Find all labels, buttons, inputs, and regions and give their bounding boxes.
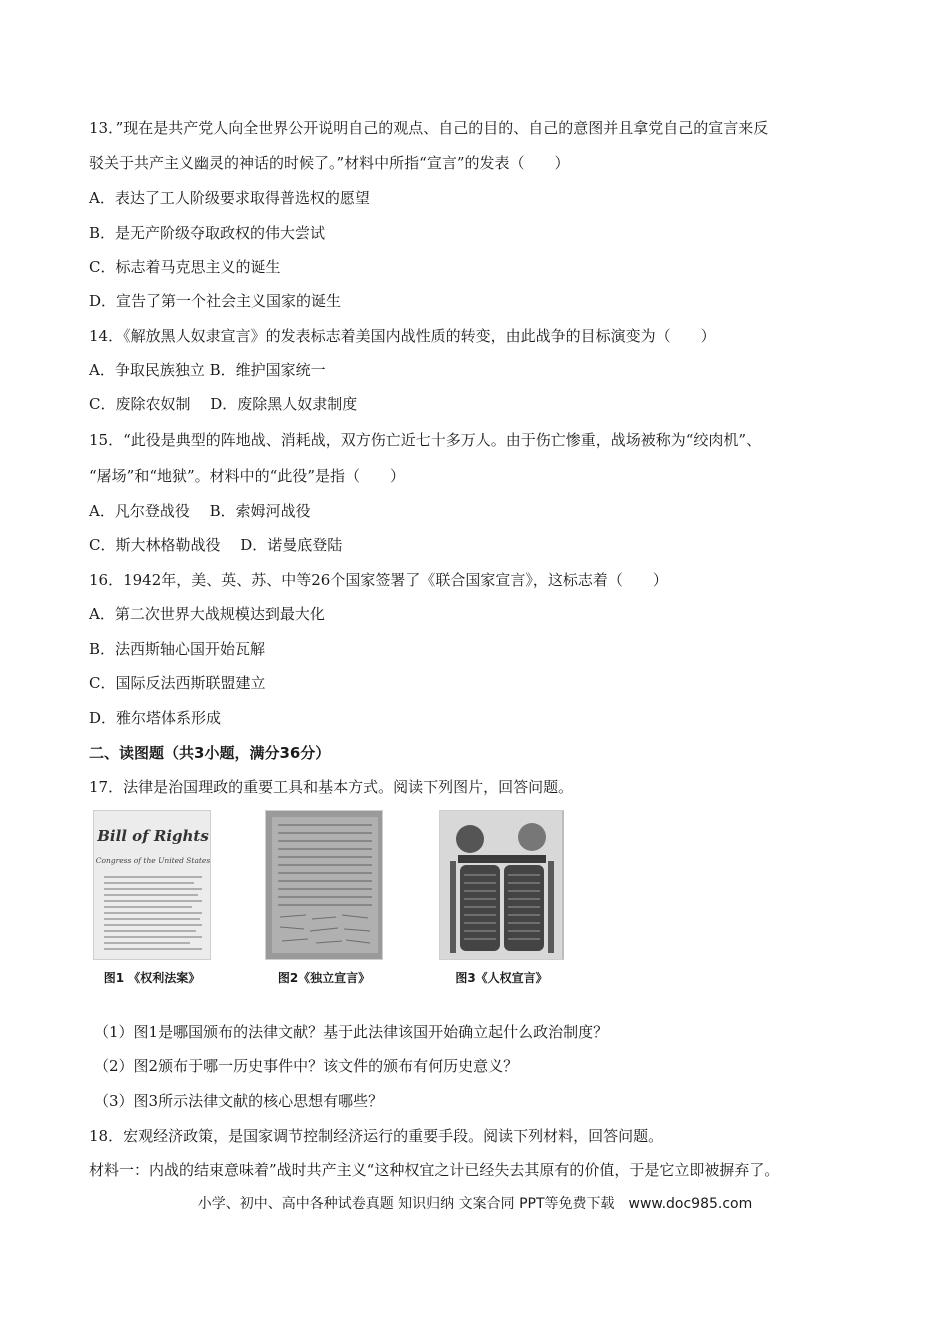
q17-intro: 17．法律是治国理政的重要工具和基本方式。阅读下列图片，回答问题。 [89,778,574,796]
q17-figures [89,810,564,986]
declaration-of-independence-image [265,810,383,960]
q14-stem: 14．《解放黑人奴隶宣言》的发表标志着美国内战性质的转变，由此战争的目标演变为（ ） [89,327,716,345]
figure-1-caption: 图1 《权利法案》 [103,971,201,985]
page-footer: 小学、初中、高中各种试卷真题 知识归纳 文案合同 PPT等免费下载 www.doc985.com [197,1196,753,1212]
q18-material-1: 材料一：内战的结束意味着”战时共产主义“这种权宜之计已经失去其原有的价值，于是它立即被摒弃了。 [89,1161,780,1179]
bill-of-rights-image [93,810,211,960]
q17-subquestion-3: （3）图3所示法律文献的核心思想有哪些？ [94,1092,384,1110]
bill-of-rights-heading: Bill of Rights [97,827,209,845]
q13-option-d: D．宣告了第一个社会主义国家的诞生 [89,292,342,310]
q13-option-c: C．标志着马克思主义的诞生 [89,258,281,276]
q15-options-ab: A．凡尔登战役 B．索姆河战役 [89,502,311,520]
q14-options-ab: A．争取民族独立 B．维护国家统一 [89,361,326,379]
declaration-of-rights-of-man-image [439,810,564,960]
q14-options-cd: C．废除农奴制 D．废除黑人奴隶制度 [89,395,358,413]
q16-stem: 16．1942年，美、英、苏、中等26个国家签署了《联合国家宣言》，这标志着（ ） [89,571,668,589]
q13-option-b: B．是无产阶级夺取政权的伟大尝试 [89,224,326,242]
q13-option-a: A．表达了工人阶级要求取得普选权的愿望 [89,189,370,207]
figure-3 [439,810,564,986]
figure-2 [265,810,383,986]
q15-stem-line2: “屠场”和“地狱”。材料中的“此役”是指（ ） [89,467,406,485]
q17-subquestion-1: （1）图1是哪国颁布的法律文献？基于此法律该国开始确立起什么政治制度？ [94,1023,609,1041]
q16-option-b: B．法西斯轴心国开始瓦解 [89,640,266,658]
q18-intro: 18．宏观经济政策，是国家调节控制经济运行的重要手段。阅读下列材料，回答问题。 [89,1127,664,1145]
q15-options-cd: C．斯大林格勒战役 D．诺曼底登陆 [89,536,343,554]
figure-3-caption: 图3《人权宣言》 [455,971,548,985]
q16-option-a: A．第二次世界大战规模达到最大化 [89,605,325,623]
q16-option-d: D．雅尔塔体系形成 [89,709,222,727]
figure-1 [93,810,211,986]
section-2-title: 二、读图题（共3小题，满分36分） [89,744,331,762]
q15-stem-line1: 15．“此役是典型的阵地战、消耗战，双方伤亡近七十多万人。由于伤亡惨重，战场被称为“绞肉机”、 [89,431,762,449]
bill-of-rights-subheading: Congress of the United States [95,856,211,865]
q16-option-c: C．国际反法西斯联盟建立 [89,674,266,692]
q13-stem-line2: 驳关于共产主义幽灵的神话的时候了。”材料中所指“宣言”的发表（ ） [89,154,570,172]
q17-subquestion-2: （2）图2颁布于哪一历史事件中？该文件的颁布有何历史意义？ [94,1057,519,1075]
q13-stem-line1: 13．”现在是共产党人向全世界公开说明自己的观点、自己的目的、自己的意图并且拿党自己的宣言来反 [89,119,769,137]
figure-2-caption: 图2《独立宣言》 [277,971,371,985]
